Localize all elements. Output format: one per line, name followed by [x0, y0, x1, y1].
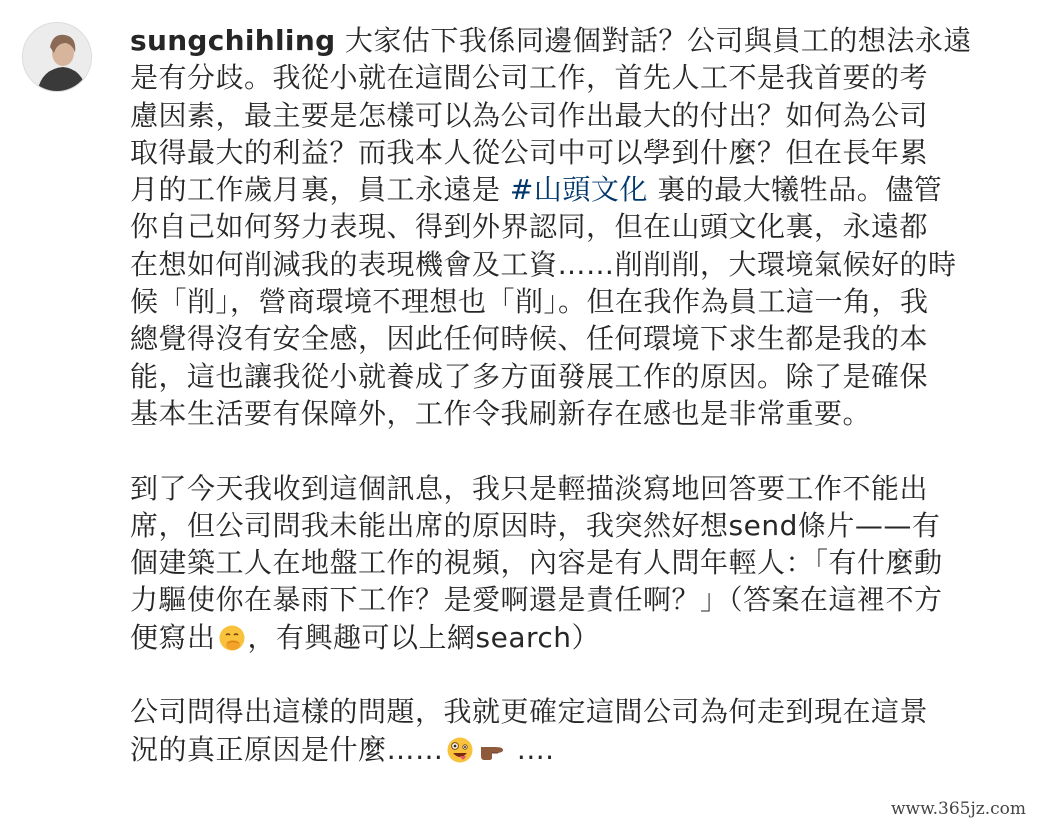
zany-face-icon	[446, 736, 474, 764]
caption-text: ....	[507, 732, 555, 766]
caption-line	[130, 171, 1010, 208]
caption-line: 你自己如何努力表現、得到外界認同，但在山頭文化裏，永遠都	[130, 210, 929, 244]
caption-line: 基本生活要有保障外，工作令我刷新存在感也是非常重要。	[130, 396, 872, 430]
caption-line: 慮因素，最主要是怎樣可以為公司作出最大的付出？如何為公司	[130, 98, 929, 132]
caption-text: 況的真正原因是什麼……	[130, 732, 444, 766]
username-link[interactable]: sungchihling	[130, 24, 336, 57]
caption-line	[130, 22, 1010, 59]
avatar-photo	[23, 23, 92, 92]
caption-line: 席，但公司問我未能出席的原因時，我突然好想send條片——有	[130, 508, 941, 542]
caption-line: 能，這也讓我從小就養成了多方面發展工作的原因。除了是確保	[130, 359, 929, 393]
paragraph-gap	[130, 656, 1010, 693]
caption-text: 裏的最大犧牲品。儘管	[647, 173, 943, 207]
caption-line	[130, 731, 1010, 768]
caption-line: 候「削」，營商環境不理想也「削」。但在我作為員工這一角，我	[130, 285, 929, 319]
caption-line: 力驅使你在暴雨下工作？是愛啊還是責任啊？」（答案在這裡不方	[130, 583, 943, 617]
caption-line: 取得最大的利益？而我本人從公司中可以學到什麼？但在長年累	[130, 135, 929, 169]
caption-text: ，有興趣可以上網search）	[247, 620, 601, 654]
hashtag-link[interactable]: #山頭文化	[509, 173, 648, 207]
backhand-index-pointing-right-icon	[478, 736, 506, 764]
caption-line: 到了今天我收到這個訊息，我只是輕描淡寫地回答要工作不能出	[130, 471, 929, 505]
caption-line: 在想如何削減我的表現機會及工資……削削削，大環境氣候好的時	[130, 247, 957, 281]
paragraph-gap	[130, 432, 1010, 469]
caption-text: 大家估下我係同邊個對話？公司與員工的想法永遠	[335, 24, 972, 57]
caption-line: 個建築工人在地盤工作的視頻，內容是有人問年輕人：「有什麼動	[130, 546, 943, 580]
caption-text: 月的工作歲月裏，員工永遠是	[130, 173, 510, 207]
face-with-hand-over-mouth-icon	[218, 624, 246, 652]
caption-line: 總覺得沒有安全感，因此任何時候、任何環境下求生都是我的本	[130, 322, 929, 356]
caption-text: 便寫出	[130, 620, 216, 654]
watermark: www.365jz.com	[887, 798, 1030, 820]
caption-line: 是有分歧。我從小就在這間公司工作，首先人工不是我首要的考	[130, 61, 929, 95]
avatar[interactable]	[22, 22, 92, 92]
caption-line	[130, 619, 1010, 656]
caption-line: 公司問得出這樣的問題，我就更確定這間公司為何走到現在這景	[130, 695, 929, 729]
post-caption	[130, 22, 1010, 768]
